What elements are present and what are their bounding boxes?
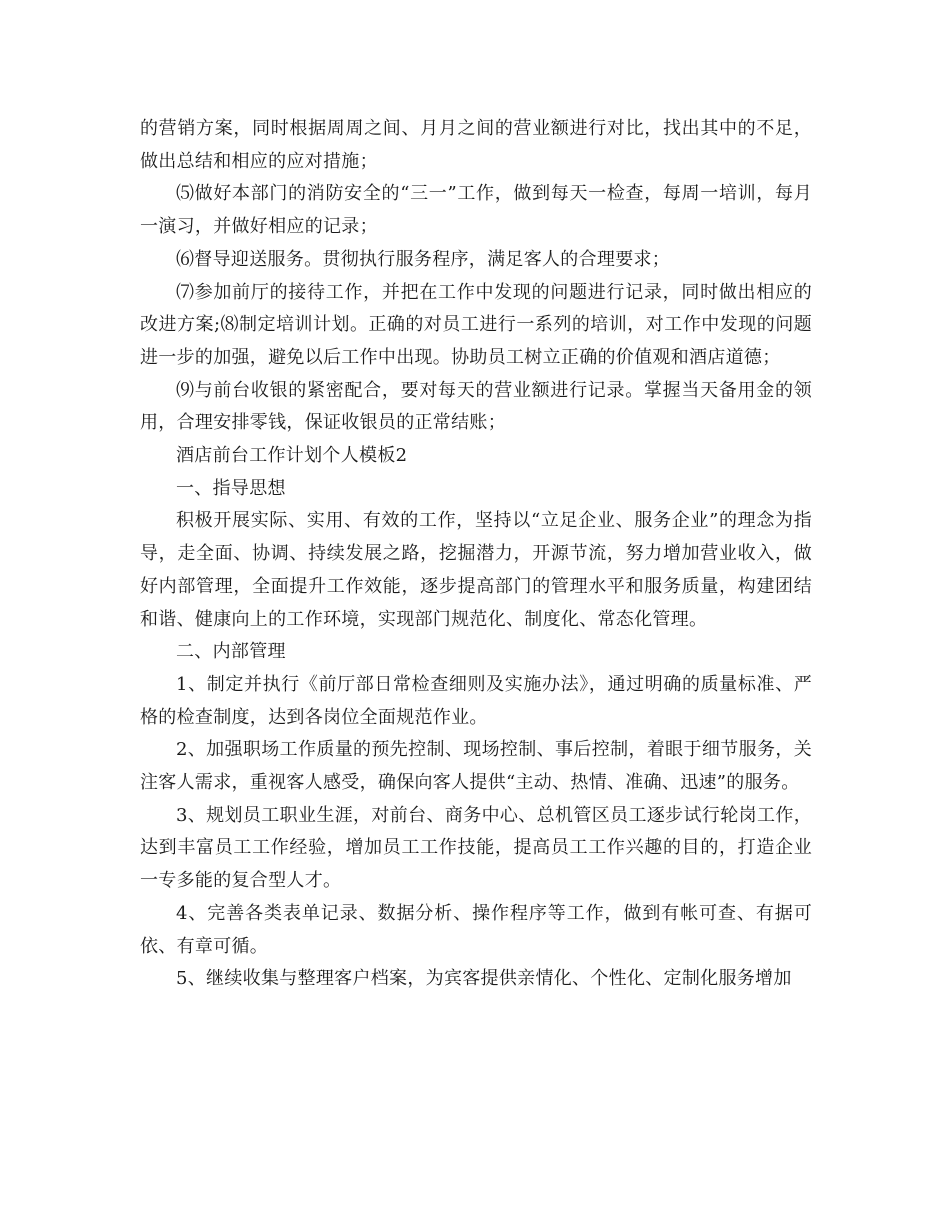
document-body: [140, 113, 812, 996]
section-heading-guiding-thought: 一、指导思想: [176, 477, 286, 499]
paragraph-cashier-cooperation: ⑼与前台收银的紧密配合，要对每天的营业额进行记录。掌握当天备用金的领用，合理安排零钱，保证收银员的正常结账；: [140, 379, 812, 434]
paragraph-item-1: 1、制定并执行《前厅部日常检查细则及实施办法》，通过明确的质量标准、严格的检查制度，达到各岗位全面规范作业。: [140, 673, 812, 728]
paragraph-marketing-summary: 的营销方案，同时根据周周之间、月月之间的营业额进行对比，找出其中的不足，做出总结和相应的应对措施；: [140, 118, 812, 172]
paragraph-reception-service: ⑹督导迎送服务。贯彻执行服务程序，满足客人的合理要求；: [176, 248, 671, 270]
paragraph-item-4: 4、完善各类表单记录、数据分析、操作程序等工作，做到有帐可查、有据可依、有章可循。: [140, 902, 812, 957]
paragraph-item-2: 2、加强职场工作质量的预先控制、现场控制、事后控制，着眼于细节服务，关注客人需求，重视客人感受，确保向客人提供“主动、热情、准确、迅速”的服务。: [140, 739, 812, 794]
section-heading-internal-management: 二、内部管理: [176, 641, 286, 663]
section-title-template-2: 酒店前台工作计划个人模板2: [176, 445, 408, 467]
paragraph-front-desk-training: ⑺参加前厅的接待工作，并把在工作中发现的问题进行记录，同时做出相应的改进方案;⑻制定培训计划。正确的对员工进行一系列的培训，对工作中发现的问题进一步的加强，避免以后工作中出现。协助员工树立正确的价值观和酒店道德；: [140, 281, 812, 368]
paragraph-item-3: 3、规划员工职业生涯，对前台、商务中心、总机管区员工逐步试行轮岗工作，达到丰富员工工作经验，增加员工工作技能，提高员工工作兴趣的目的，打造企业一专多能的复合型人才。: [140, 804, 812, 892]
paragraph-fire-safety: ⑸做好本部门的消防安全的“三一”工作，做到每天一检查，每周一培训，每月一演习，并做好相应的记录；: [140, 183, 812, 238]
paragraph-item-5: 5、继续收集与整理客户档案，为宾客提供亲情化、个性化、定制化服务增加: [176, 968, 792, 990]
paragraph-guiding-thought: 积极开展实际、实用、有效的工作，坚持以“立足企业、服务企业”的理念为指导，走全面、协调、持续发展之路，挖掘潜力，开源节流，努力增加营业收入，做好内部管理，全面提升工作效能，逐步提高部门的管理水平和服务质量，构建团结和谐、健康向上的工作环境，实现部门规范化、制度化、常态化管理。: [140, 510, 812, 630]
